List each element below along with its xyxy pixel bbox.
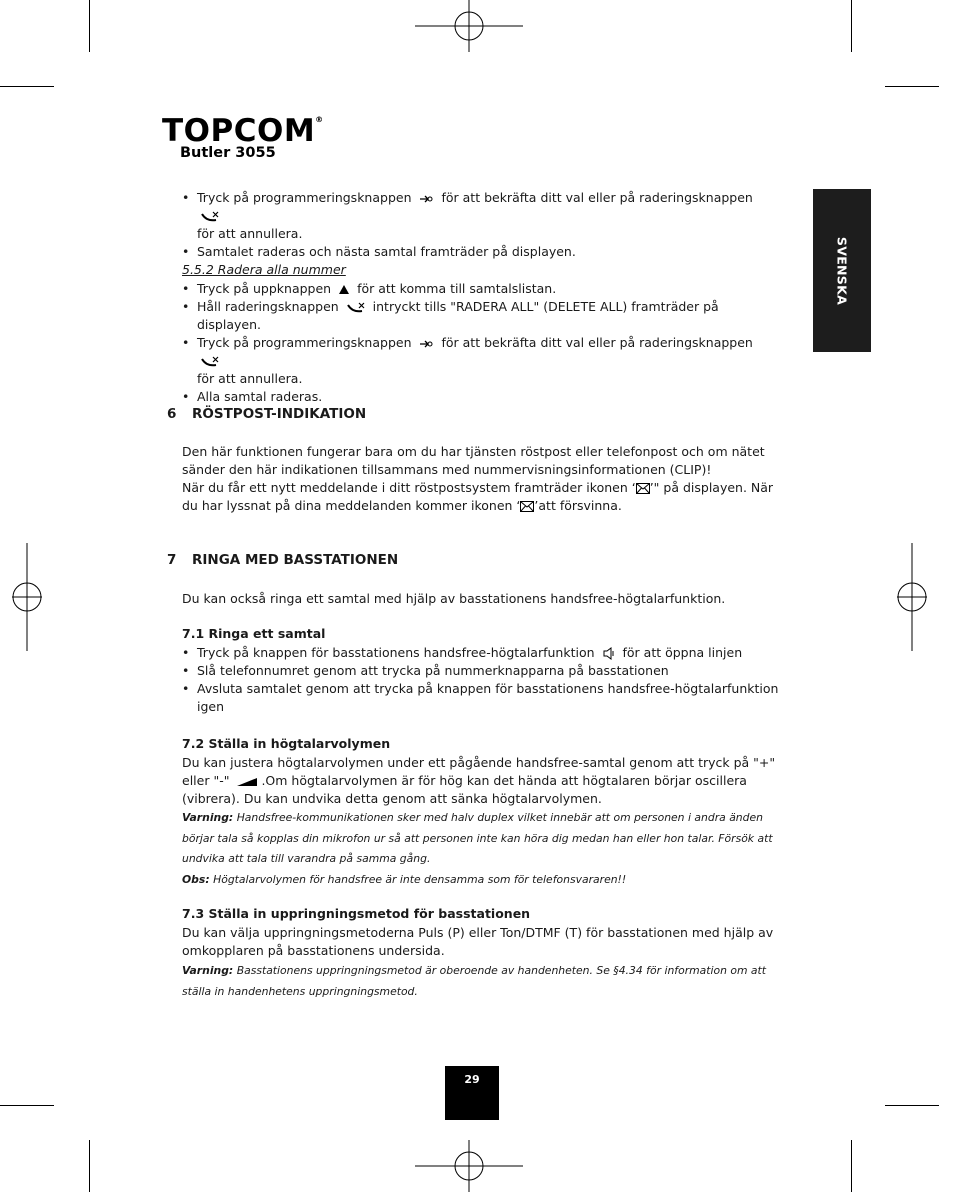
subsection-title: 7.1 Ringa ett samtal (182, 626, 326, 641)
list-item: • Håll raderingsknappen intryckt tills "RADERA ALL" (DELETE ALL) framträder på displayen. (182, 298, 782, 334)
subsection-title: 7.2 Ställa in högtalarvolymen (182, 736, 391, 751)
language-tab-label: SVENSKA (834, 236, 850, 305)
subsection-title: 7.3 Ställa in uppringningsmetod för basstationen (182, 906, 531, 921)
delete-key-icon (347, 302, 365, 314)
registration-mark-left (12, 543, 42, 653)
language-tab (813, 189, 871, 352)
envelope-icon (636, 483, 650, 494)
section-heading: 6 RÖSTPOST-INDIKATION (167, 406, 367, 422)
delete-key-icon (201, 356, 219, 368)
list-item: • Tryck på programmeringsknappen för att bekräfta ditt val eller på raderingsknappen för att annullera. (182, 189, 782, 243)
subsection-title: 5.5.2 Radera alla nummer (182, 262, 346, 277)
warning-note: Varning: Handsfree-kommunikationen sker med halv duplex vilket innebär att om personen i andra änden börjar tala så kopplas din mikrofon ur så att personen inte kan höra dig medan han eller hon talar. Försök att undvika att tala till varandra på samma gång. Obs: Högtalarvolymen för handsfree är inte densamma som för telefonsvararen!! (182, 811, 773, 886)
envelope-icon (520, 501, 534, 512)
bullet-list (182, 280, 782, 406)
crop-mark (851, 1140, 852, 1192)
crop-mark (89, 0, 90, 52)
ok-key-icon (419, 194, 433, 204)
crop-mark (885, 86, 939, 87)
warning-note: Varning: Basstationens uppringningsmetod är oberoende av handenheten. Se §4.34 för information om att ställa in handenhetens uppringningsmetod. (182, 964, 767, 998)
paragraph: Den här funktionen fungerar bara om du har tjänsten röstpost eller telefonpost och om nätet sänder den här indikationen tillsammans med nummervisningsinformationen (CLIP)! När du får ett nytt meddelande i ditt röstpostsystem framträder ikonen ‘ ’" på displayen. När du har lyssnat på dina meddelanden kommer ikonen ‘ ’att försvinna. (182, 444, 774, 513)
list-item: • Tryck på uppknappen för att komma till samtalslistan. (182, 280, 782, 298)
list-item: • Alla samtal raderas. (182, 388, 782, 406)
paragraph: Du kan också ringa ett samtal med hjälp av basstationens handsfree-högtalarfunktion. (182, 591, 726, 606)
crop-mark (885, 1105, 939, 1106)
up-arrow-icon (339, 285, 349, 294)
list-item: • Slå telefonnumret genom att trycka på nummerknapparna på basstationen (182, 662, 782, 680)
list-item: • Avsluta samtalet genom att trycka på knappen för basstationens handsfree-högtalarfunktion igen (182, 680, 782, 716)
paragraph: Du kan välja uppringningsmetoderna Puls (P) eller Ton/DTMF (T) för basstationen med hjälp av omkopplaren på basstationens undersida. (182, 925, 774, 958)
section-heading: 7 RINGA MED BASSTATIONEN (167, 552, 399, 568)
brand-logo: TOPCOM® (162, 113, 324, 149)
crop-mark (0, 86, 54, 87)
crop-mark (89, 1140, 90, 1192)
list-item: • Samtalet raderas och nästa samtal framträder på displayen. (182, 243, 782, 261)
model-name: Butler 3055 (180, 145, 276, 161)
ok-key-icon (419, 339, 433, 349)
paragraph: Du kan justera högtalarvolymen under ett pågående handsfree-samtal genom att tryck på "+" eller "-" .Om högtalarvolymen är för hög kan det hända att högtalaren börjar oscillera (vibrera). Du kan undvika detta genom att sänka högtalarvolymen. (182, 755, 776, 806)
list-item: • Tryck på programmeringsknappen för att bekräfta ditt val eller på raderingsknappen för att annullera. (182, 334, 782, 388)
bullet-list (182, 189, 782, 261)
list-item: • Tryck på knappen för basstationens handsfree-högtalarfunktion för att öppna linjen (182, 644, 782, 662)
delete-key-icon (201, 211, 219, 223)
bullet-list (182, 644, 782, 716)
volume-icon (237, 778, 257, 786)
registration-mark-bottom (415, 1140, 525, 1192)
crop-mark (0, 1105, 54, 1106)
registration-mark-right (897, 543, 927, 653)
crop-mark (851, 0, 852, 52)
page-number: 29 (445, 1066, 499, 1120)
registration-mark-top (415, 0, 525, 52)
speaker-icon (603, 647, 615, 660)
